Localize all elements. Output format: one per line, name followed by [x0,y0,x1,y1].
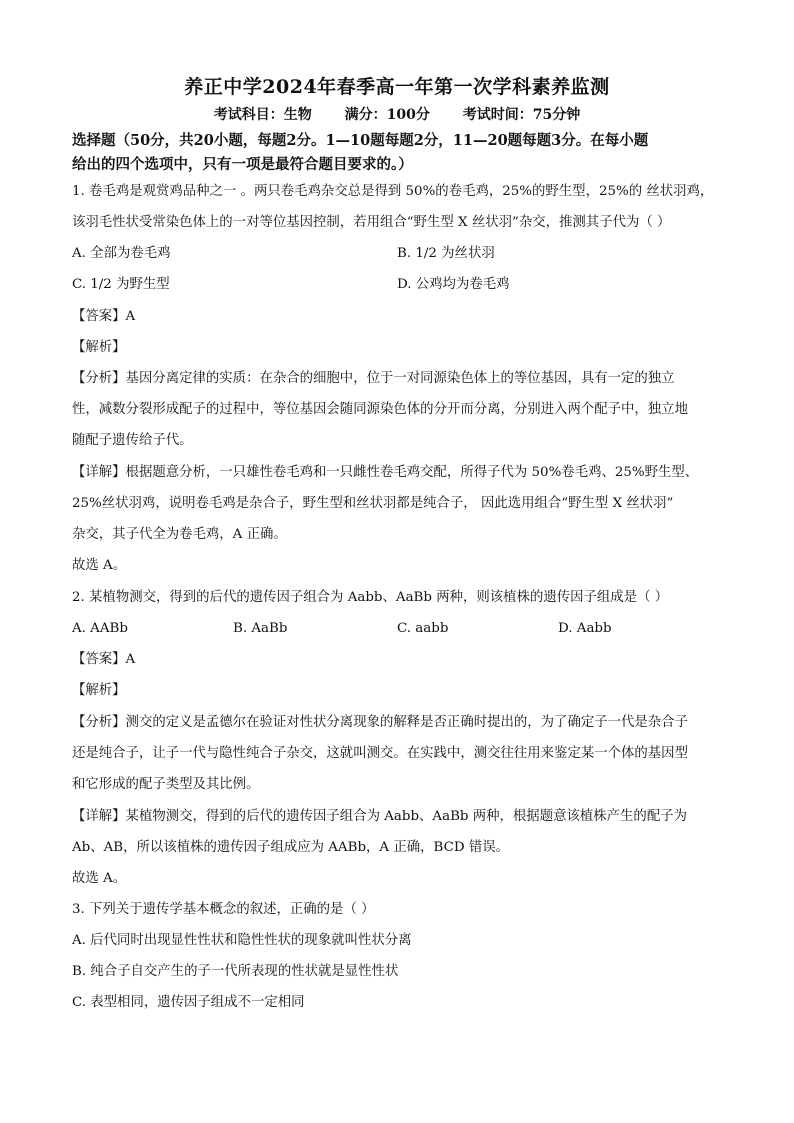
q2-fenxi-line3: 和它形成的配子类型及其比例。 [72,777,260,792]
q2-xiangjie-line2: Ab、AB，所以该植株的遗传因子组成应为 AABb，A 正确，BCD 错误。 [72,840,509,855]
q2-option-b: B. AaBb [233,621,288,636]
q3-stem: 3. 下列关于遗传学基本概念的叙述，正确的是（ ） [72,902,375,917]
section-intro [72,129,722,177]
q1-fenxi-line1: 【分析】基因分离定律的实质：在杂合的细胞中，位于一对同源染色体上的等位基因，具有一定的独立 [72,371,675,386]
q1-option-c: C. 1/2 为野生型 [72,277,170,292]
q1-fenxi-line3: 随配子遗传给子代。 [72,433,193,448]
q1-xiangjie-line1: 【详解】根据题意分析，一只雄性卷毛鸡和一只雌性卷毛鸡交配，所得子代为 50%卷毛鸡、25%野生型、 [72,465,699,480]
exam-subject: 考试科目：生物 [213,107,312,123]
q2-option-d: D. Aabb [558,621,612,636]
q2-xiangjie-line1: 【详解】某植物测交，得到的后代的遗传因子组合为 Aabb、AaBb 两种，根据题意该植株产生的配子为 [72,809,687,824]
q2-fenxi-line2: 还是纯合子，让子一代与隐性纯合子杂交，这就叫测交。在实践中，测交往往用来鉴定某一个体的基因型 [72,746,688,761]
q1-option-a: A. 全部为卷毛鸡 [72,246,171,261]
q1-xiangjie-line2: 25%丝状羽鸡，说明卷毛鸡是杂合子，野生型和丝状羽都是纯合子， 因此选用组合“野生型 X 丝状羽” [72,496,674,511]
q3-option-b: B. 纯合子自交产生的子一代所表现的性状就是显性性状 [72,964,399,979]
exam-time: 考试时间：75分钟 [462,107,581,123]
q1-answer: 【答案】A [72,309,136,324]
q2-option-a: A. AABb [72,621,128,636]
q1-stem-line2: 该羽毛性状受常染色体上的一对等位基因控制，若用组合“野生型 X 丝状羽”杂交，推测其子代为（ ） [72,215,671,230]
q1-option-d: D. 公鸡均为卷毛鸡 [397,277,510,292]
exam-title: 养正中学2024年春季高一年第一次学科素养监测 [184,76,610,98]
q1-fenxi-line2: 性，减数分裂形成配子的过程中，等位基因会随同源染色体的分开而分离，分别进入两个配子中，独立地 [72,402,688,417]
q2-fenxi-line1: 【分析】测交的定义是孟德尔在验证对性状分离现象的解释是否正确时提出的，为了确定子一代是杂合子 [72,715,688,730]
q1-stem-line1: 1. 卷毛鸡是观赏鸡品种之一 。两只卷毛鸡杂交总是得到 50%的卷毛鸡，25%的野生型，25%的 丝状羽鸡， [72,184,714,199]
q2-stem: 2. 某植物测交，得到的后代的遗传因子组合为 Aabb、AaBb 两种，则该植株的遗传因子组成是（ ） [72,590,669,605]
section-intro-line1: 选择题（50分，共20小题，每题2分。1—10题每题2分，11—20题每题3分。在每小题 [72,132,649,149]
q3-option-a: A. 后代同时出现显性性状和隐性性状的现象就叫性状分离 [72,933,412,948]
exam-score: 满分：100分 [344,107,430,123]
q2-analysis-label: 【解析】 [72,683,126,698]
q2-conclusion: 故选 A。 [72,871,127,886]
exam-info [0,104,794,124]
q1-analysis-label: 【解析】 [72,340,126,355]
section-intro-line2: 给出的四个选项中，只有一项是最符合题目要求的。） [72,156,413,173]
q1-xiangjie-line3: 杂交，其子代全为卷毛鸡，A 正确。 [72,527,287,542]
q1-conclusion: 故选 A。 [72,558,127,573]
q2-answer: 【答案】A [72,652,136,667]
q3-option-c: C. 表型相同，遗传因子组成不一定相同 [72,995,305,1010]
q2-option-c: C. aabb [397,621,449,636]
q1-option-b: B. 1/2 为丝状羽 [397,246,495,261]
